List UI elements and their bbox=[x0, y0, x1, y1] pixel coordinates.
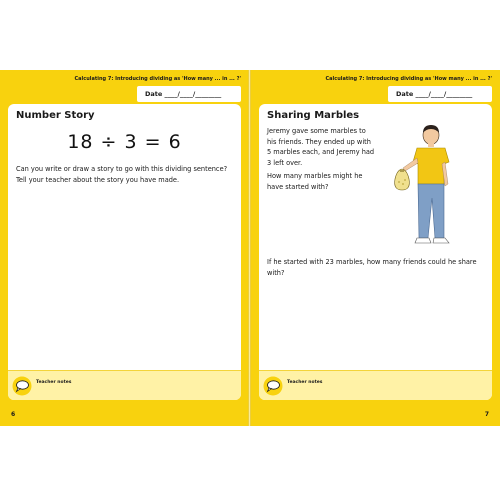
teacher-notes-bar bbox=[8, 370, 241, 400]
page-number: 6 bbox=[11, 411, 16, 418]
division-equation: 18 ÷ 3 = 6 bbox=[67, 131, 182, 153]
teacher-notes-label: Teacher notes bbox=[36, 380, 72, 385]
left-page bbox=[0, 70, 249, 426]
question-one: How many marbles might he have started with? bbox=[267, 172, 363, 191]
activity-card bbox=[8, 104, 241, 400]
speech-bubble-icon bbox=[263, 376, 283, 396]
workbook-spread bbox=[0, 70, 500, 426]
right-page bbox=[251, 70, 500, 426]
activity-title: Number Story bbox=[16, 110, 95, 121]
date-field: Date ____/____/________ bbox=[137, 86, 241, 102]
activity-prompt: Can you write or draw a story to go with this dividing sentence? Tell your teacher about the story you have made. bbox=[16, 165, 228, 184]
page-header-title: Calculating 7: Introducing dividing as 'How many ... in ... ?' bbox=[74, 76, 241, 82]
activity-card bbox=[259, 104, 492, 400]
story-text: Jeremy gave some marbles to his friends. They ended up with 5 marbles each, and Jeremy had 3 left over. bbox=[267, 127, 375, 167]
speech-bubble-icon bbox=[12, 376, 32, 396]
activity-title: Sharing Marbles bbox=[267, 110, 360, 121]
date-field: Date ____/____/________ bbox=[388, 86, 492, 102]
boy-with-marbles-illustration bbox=[387, 122, 475, 250]
page-header-title: Calculating 7: Introducing dividing as 'How many ... in ... ?' bbox=[325, 76, 492, 82]
teacher-notes-bar bbox=[259, 370, 492, 400]
question-two: If he started with 23 marbles, how many friends could he share with? bbox=[267, 258, 477, 277]
page-number: 7 bbox=[484, 411, 489, 418]
teacher-notes-label: Teacher notes bbox=[287, 380, 323, 385]
